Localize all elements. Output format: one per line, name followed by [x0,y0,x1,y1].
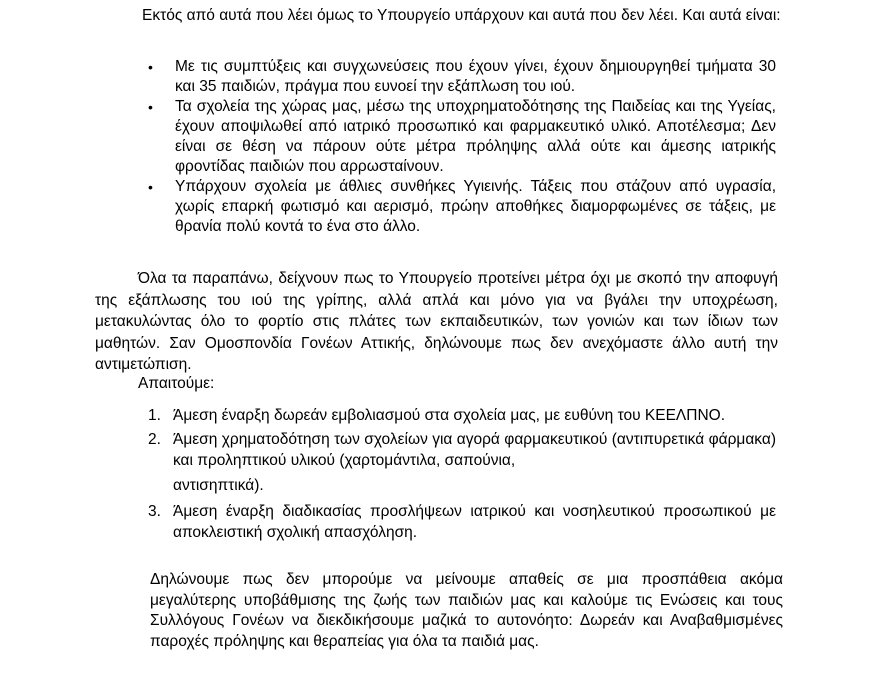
bullet-text: Με τις συμπτύξεις και συγχωνεύσεις που έχουν γίνει, έχουν δημιουργηθεί τμήματα 30 και 35 παιδιών, πράγμα που ευνοεί την εξάπλωση του ιού. [175,58,776,95]
demand-text: Άμεση χρηματοδότηση των σχολείων για αγορά φαρμακευτικού (αντιπυρετικά φάρμακα) και προληπτικού υλικού (χαρτομάντιλα, σαπούνια, [173,431,776,469]
list-item [148,177,776,237]
demands-heading: Απαιτούμε: [138,375,215,392]
demand-number: 2. [148,431,161,448]
demand-text-end: αντισηπτικά). [173,477,264,494]
statement-text: Όλα τα παραπάνω, δείχνουν πως το Υπουργείο προτείνει μέτρα όχι με σκοπό την αποφυγή της εξάπλωσης του ιού της γρίπης, αλλά απλά και μόνο για να βγάλει την υποχρέωση, μετακυλώντας όλο το φορτίο στις πλάτες των εκπαιδευτικών, των γονιών και των ίδιων των μαθητών. Σαν Ομοσπονδία Γονέων Αττικής, δηλώνουμε πως δεν ανεχόμαστε άλλο αυτή την αντιμετώπιση. [95,270,778,373]
intro-paragraph [95,6,785,26]
demand-number: 1. [148,407,161,424]
bullet-icon: • [148,179,153,195]
demand-number: 3. [148,503,161,520]
list-item [148,405,776,426]
bullet-text: Τα σχολεία της χώρας μας, μέσω της υποχρηματοδότησης της Παιδείας και της Υγείας, έχουν αποψιλωθεί από ιατρικό προσωπικό και φαρμακευτικό υλικό. Αποτέλεσμα; Δεν είναι σε θέση να πάρουν ούτε μέτρα πρόληψης αλλά ούτε και άμεσης ιατρικής φροντίδας παιδιών που αρρωσταίνουν. [175,98,776,175]
bullet-text: Υπάρχουν σχολεία με άθλιες συνθήκες Υγιεινής. Τάξεις που στάζουν από υγρασία, χωρίς επαρκή φωτισμό και αερισμό, πρώην αποθήκες διαμορφωμένες σε τάξεις, με θρανία πολύ κοντά το ένα στο άλλο. [175,178,776,235]
demand-text: Άμεση έναρξη διαδικασίας προσλήψεων ιατρικού και νοσηλευτικού προσωπικού με αποκλειστική σχολική απασχόληση. [173,503,776,541]
intro-text: Εκτός από αυτά που λέει όμως το Υπουργείο υπάρχουν και αυτά που δεν λέει. Και αυτά είναι: [142,7,781,24]
bullet-list [148,57,776,237]
list-item [148,57,776,97]
list-item [148,97,776,177]
bullet-icon: • [148,59,153,75]
demands-list [148,405,776,543]
closing-text: Δηλώνουμε πως δεν μπορούμε να μείνουμε απαθείς σε μια προσπάθεια ακόμα μεγαλύτερης υποβάθμισης της ζωής των παιδιών μας και καλούμε τις Ενώσεις και τους Συλλόγους Γονέων να διεκδικήσουμε μαζικά το αυτονόητο: Δωρεάν και Αναβαθμισμένες παροχές πρόληψης και θεραπείας για όλα τα παιδιά μας. [150,571,783,650]
list-item [148,429,776,496]
list-item [148,501,776,543]
demand-text: Άμεση έναρξη δωρεάν εμβολιασμού στα σχολεία μας, με ευθύνη του ΚΕΕΛΠΝΟ. [173,407,726,424]
statement-paragraph [95,268,778,376]
closing-paragraph [150,570,783,652]
bullet-icon: • [148,99,153,115]
